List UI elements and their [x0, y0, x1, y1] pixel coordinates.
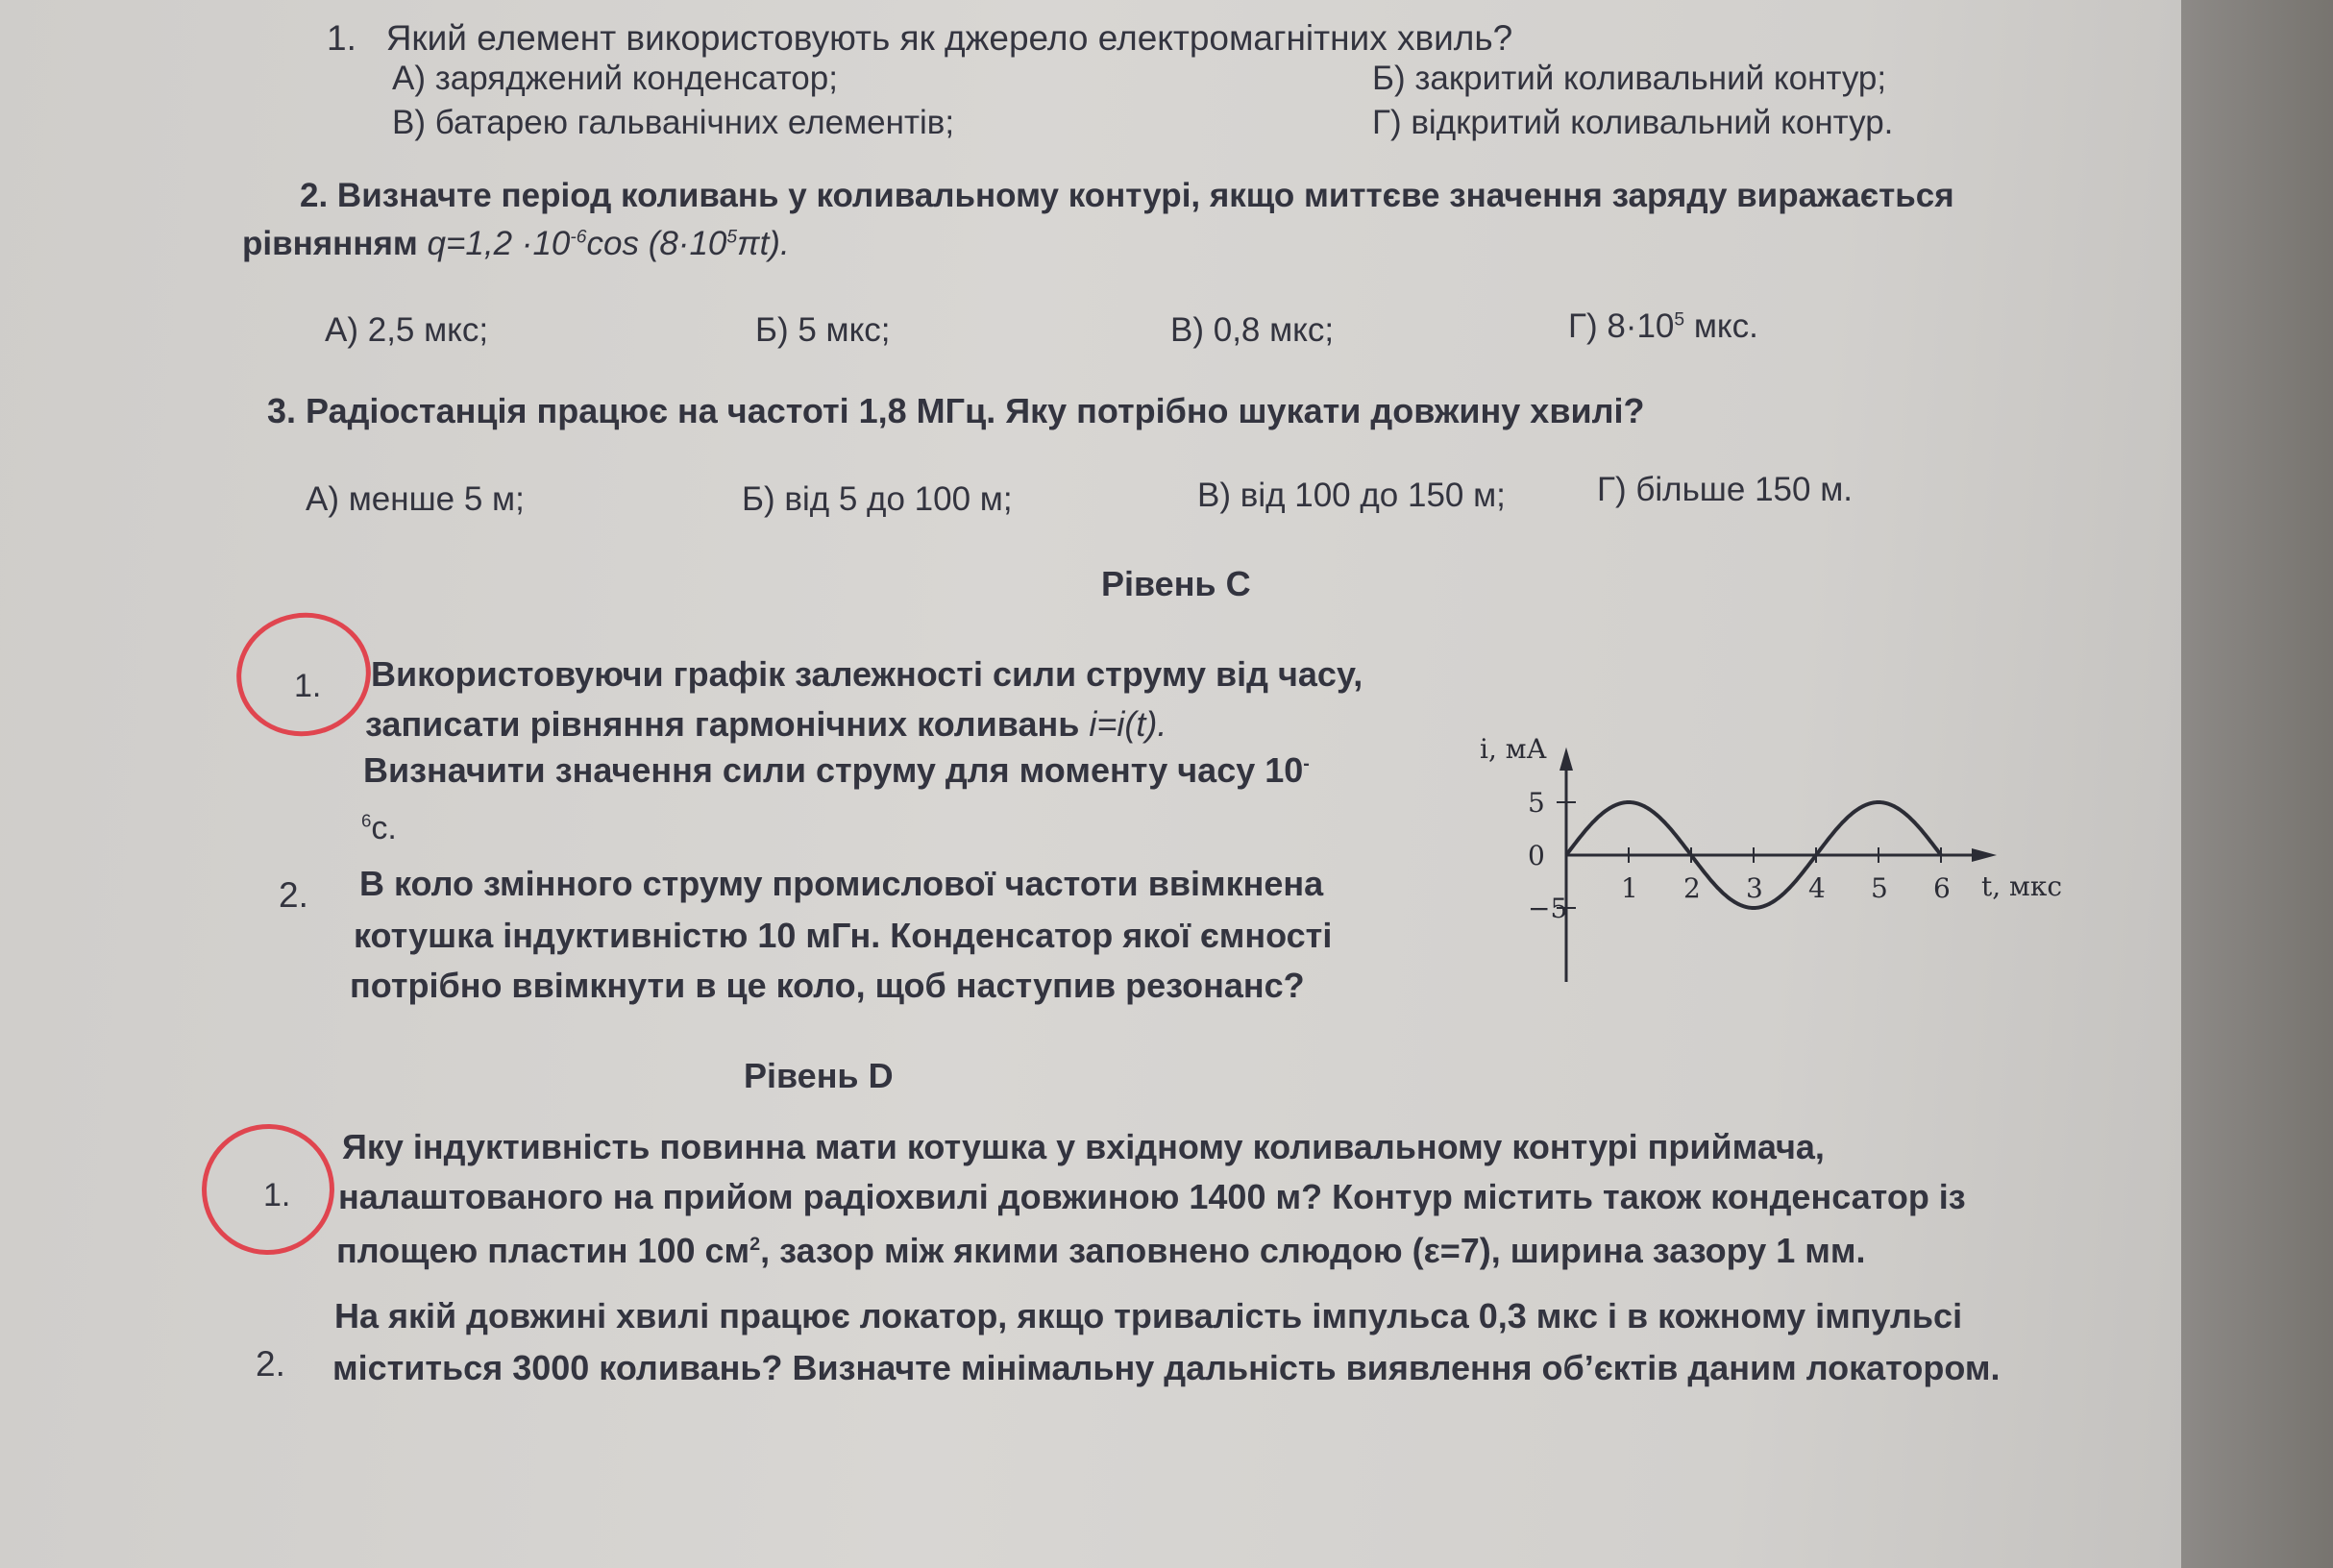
- q2-option-a: А) 2,5 мкс;: [325, 311, 489, 349]
- q1-option-b: Б) закритий коливальний контур;: [1372, 60, 1887, 97]
- q1-option-d: Г) відкритий коливальний контур.: [1372, 104, 1894, 141]
- question-3: 3. Радіостанція працює на частоті 1,8 МГц. Яку потрібно шукати довжину хвилі?: [267, 391, 1645, 430]
- level-c-problem-1-number: 1.: [294, 668, 322, 704]
- x-tick-label: 1: [1621, 872, 1638, 904]
- y-tick-label: −5: [1528, 893, 1568, 924]
- x-tick-label: 6: [1933, 872, 1951, 904]
- y-tick-label: 0: [1528, 840, 1545, 871]
- q1-option-a: А) заряджений конденсатор;: [392, 60, 838, 97]
- level-d-problem-1-number: 1.: [263, 1177, 291, 1213]
- level-c-problem-2-line1: В коло змінного струму промислової частоти ввімкнена: [359, 864, 1324, 903]
- level-c-problem-1-line2: записати рівняння гармонічних коливань i=i(t).: [365, 704, 1167, 744]
- level-d-problem-1-line1: Яку індуктивність повинна мати котушка у вхідному коливальному контурі приймача,: [342, 1127, 1825, 1166]
- x-axis-label: t, мкс: [1981, 870, 2063, 902]
- question-1: 1. Який елемент використовують як джерело електромагнітних хвиль?: [327, 18, 1513, 58]
- q3-option-a: А) менше 5 м;: [306, 480, 525, 518]
- level-d-problem-1-line3: площею пластин 100 $см^2$, зазор між якими заповнено слюдою (ε=7), ширина зазору 1 мм.: [336, 1231, 1866, 1270]
- level-c-problem-2-line3: потрібно ввімкнути в це коло, щоб наступив резонанс?: [350, 966, 1305, 1005]
- level-d-problem-2-number: 2.: [256, 1344, 285, 1384]
- level-c-problem-2-line2: котушка індуктивністю 10 мГн. Конденсатор якої ємності: [354, 916, 1333, 955]
- q2-equation: $q=1,2 \cdot 10^{-6}\cos$ $(8\cdot 10^5\pi t)$.: [427, 225, 790, 262]
- q1-option-c: В) батарею гальванічних елементів;: [392, 104, 955, 141]
- q2-option-b: Б) 5 мкс;: [755, 311, 891, 349]
- table-edge: [2181, 0, 2333, 1568]
- level-d-problem-1-line2: налаштованого на прийом радіохвилі довжиною 1400 м? Контур містить також конденсатор із: [338, 1177, 1966, 1216]
- level-d-heading: Рівень D: [744, 1056, 894, 1095]
- question-2-line1: 2. Визначте період коливань у коливальному контурі, якщо миттєве значення заряду виражається: [300, 177, 1954, 214]
- level-c-problem-1-line4: $^6$с.: [361, 810, 397, 846]
- q3-option-b: Б) від 5 до 100 м;: [742, 480, 1013, 518]
- y-tick-label: 5: [1528, 787, 1545, 819]
- level-d-problem-2-line1: На якій довжині хвилі працює локатор, якщо тривалість імпульса 0,3 мкс і в кожному імпульсі: [334, 1296, 1963, 1335]
- level-c-heading: Рівень С: [1101, 564, 1251, 603]
- y-axis-arrow: [1559, 747, 1573, 771]
- q2-option-d: Г) $8\cdot 10^5$ мкс.: [1568, 307, 1758, 345]
- y-axis-label: i, мА: [1480, 732, 1547, 765]
- x-tick-label: 5: [1871, 872, 1888, 904]
- level-c-problem-2-number: 2.: [279, 875, 308, 915]
- level-d-problem-2-line2: міститься 3000 коливань? Визначте мінімальну дальність виявлення об’єктів даним локатором.: [332, 1348, 2001, 1387]
- q3-option-d: Г) більше 150 м.: [1597, 471, 1853, 508]
- x-tick-label: 3: [1746, 872, 1763, 904]
- x-tick-label: 2: [1683, 872, 1701, 904]
- x-axis-arrow: [1972, 848, 1997, 862]
- q2-option-c: В) 0,8 мкс;: [1170, 311, 1335, 349]
- current-time-graph: [1422, 673, 2152, 1057]
- q3-option-c: В) від 100 до 150 м;: [1197, 477, 1506, 514]
- level-c-problem-1-line3: Визначити значення сили струму для моменту часу 10-: [363, 750, 1310, 790]
- x-tick-label: 4: [1808, 872, 1826, 904]
- level-c-problem-1-line1: Використовуючи графік залежності сили струму від часу,: [371, 654, 1363, 694]
- question-2-line2: рівнянням $q=1,2 \cdot 10^{-6}\cos$ $(8\cdot 10^5\pi t)$.: [242, 225, 790, 262]
